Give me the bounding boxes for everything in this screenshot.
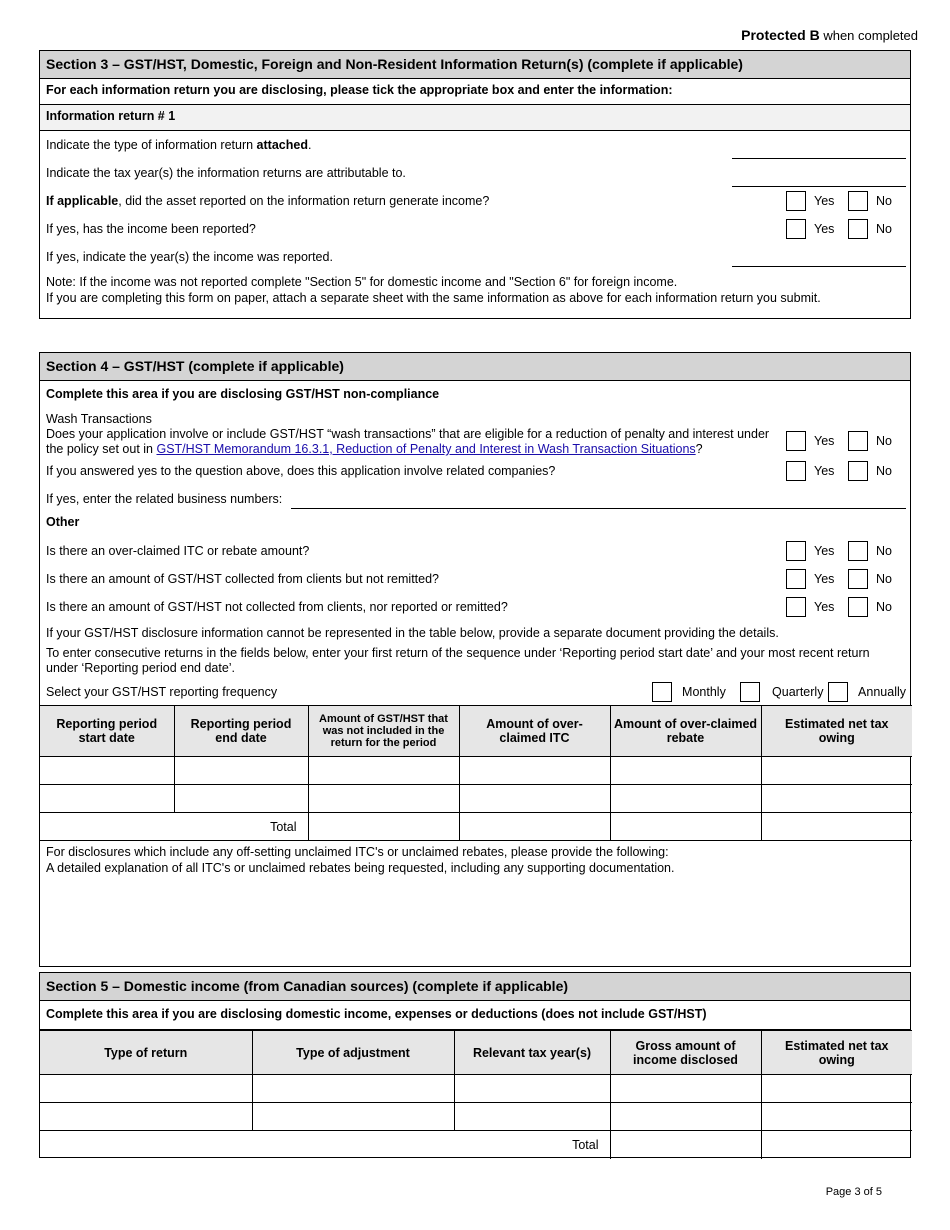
tax-year-cell[interactable]: [454, 1075, 610, 1103]
section-3-note: Note: If the income was not reported complete "Section 5" for domestic income and "Section 6" for foreign income. If you are completing this form on paper, attach a separate sheet with the same information as above for each information return you submit.: [46, 275, 821, 305]
type-of-adjustment-cell[interactable]: [252, 1075, 454, 1103]
gross-income-cell[interactable]: [610, 1075, 761, 1103]
over-claimed-itc-options: Yes No: [786, 541, 896, 561]
row-return-type: [40, 131, 910, 159]
wash-no-checkbox[interactable]: [848, 431, 868, 451]
generate-income-options: Yes No: [786, 191, 896, 211]
end-date-cell[interactable]: [174, 757, 308, 785]
page-number: Page 3 of 5: [825, 1186, 882, 1198]
wash-title: Wash Transactions: [46, 412, 152, 426]
row-tax-year: [40, 159, 910, 187]
collected-options: Yes No: [786, 569, 896, 589]
col-end-date: Reporting period end date: [174, 706, 308, 757]
section-5-instruction: Complete this area if you are disclosing domestic income, expenses or deductions (does not include GST/HST): [40, 1001, 910, 1030]
itc-cell[interactable]: [459, 757, 610, 785]
total-net-tax-cell[interactable]: [761, 813, 912, 841]
row-reporting-frequency: [40, 679, 910, 705]
frequency-label: Select your GST/HST reporting frequency: [46, 685, 278, 699]
start-date-cell[interactable]: [40, 785, 174, 813]
income-reported-options: Yes No: [786, 219, 896, 239]
table-row: [40, 757, 912, 785]
section-4-title: Section 4 – GST/HST (complete if applicable): [40, 353, 910, 381]
domestic-income-table: [40, 1030, 912, 1159]
col-net-tax-owing: Estimated net tax owing: [761, 706, 912, 757]
amount-cell[interactable]: [308, 785, 459, 813]
monthly-checkbox[interactable]: [652, 682, 672, 702]
return-type-label: Indicate the type of information return attached.: [46, 138, 312, 152]
table-row: [40, 1103, 912, 1131]
type-of-adjustment-cell[interactable]: [252, 1103, 454, 1131]
col-gross-income: Gross amount of income disclosed: [610, 1031, 761, 1075]
table-row: [40, 785, 912, 813]
wash-memorandum-link[interactable]: GST/HST Memorandum 16.3.1, Reduction of Penalty and Interest in Wash Transaction Situations: [156, 442, 696, 456]
protected-label: Protected B when completed: [741, 27, 918, 43]
offset-explanation-area[interactable]: For disclosures which include any off-setting unclaimed ITC's or unclaimed rebates, please provide the following: A detailed explanation of all ITC's or unclaimed rebates being requested, including any supporting documentation.: [46, 845, 675, 875]
col-start-date: Reporting period start date: [40, 706, 174, 757]
wash-transactions: Wash Transactions Does your application involve or include GST/HST “wash transactions” that are eligible for a reduction of penalty and interest under the policy set out in GST/HST Memorandum 16.3.1, Reduction of Penalty and Interest in Wash Transaction Situations? Yes No: [40, 407, 910, 457]
tax-year-label: Indicate the tax year(s) the information returns are attributable to.: [46, 166, 406, 180]
collected-yes-checkbox[interactable]: [786, 569, 806, 589]
business-numbers-label: If yes, enter the related business numbers:: [46, 492, 283, 506]
related-yes-checkbox[interactable]: [786, 461, 806, 481]
income-reported-yes-checkbox[interactable]: [786, 219, 806, 239]
income-reported-label: If yes, has the income been reported?: [46, 222, 256, 236]
wash-options: Yes No: [786, 431, 896, 451]
row-income-reported: [40, 215, 910, 243]
rebate-cell[interactable]: [610, 785, 761, 813]
tax-year-input[interactable]: [732, 159, 906, 187]
generate-income-label: If applicable, did the asset reported on the information return generate income?: [46, 194, 490, 208]
row-related-companies: [40, 457, 910, 485]
row-collected-not-remitted: [40, 565, 910, 593]
not-collected-yes-checkbox[interactable]: [786, 597, 806, 617]
collected-no-checkbox[interactable]: [848, 569, 868, 589]
itc-cell[interactable]: [459, 785, 610, 813]
frequency-options: Monthly Quarterly Annually: [652, 682, 906, 702]
total-amount-cell[interactable]: [308, 813, 459, 841]
total-row: [40, 813, 912, 841]
gst-hst-table: [40, 705, 912, 841]
collected-not-remitted-label: Is there an amount of GST/HST collected from clients but not remitted?: [46, 572, 440, 586]
gross-income-cell[interactable]: [610, 1103, 761, 1131]
business-numbers-input[interactable]: [291, 485, 906, 509]
table-note: If your GST/HST disclosure information cannot be represented in the table below, provide a separate document providing the details.: [46, 626, 779, 640]
itc-yes-checkbox[interactable]: [786, 541, 806, 561]
itc-no-checkbox[interactable]: [848, 541, 868, 561]
return-type-input[interactable]: [732, 131, 906, 159]
other-heading: Other: [46, 515, 80, 529]
total-label: Total: [40, 813, 308, 841]
end-date-cell[interactable]: [174, 785, 308, 813]
generate-income-yes-checkbox[interactable]: [786, 191, 806, 211]
income-reported-no-checkbox[interactable]: [848, 219, 868, 239]
col-type-of-adjustment: Type of adjustment: [252, 1031, 454, 1075]
col-amount-not-included: Amount of GST/HST that was not included in the return for the period: [308, 706, 459, 757]
over-claimed-itc-label: Is there an over-claimed ITC or rebate amount?: [46, 544, 310, 558]
total-label: Total: [40, 1131, 610, 1159]
row-year-reported: [40, 243, 910, 271]
type-of-return-cell[interactable]: [40, 1075, 252, 1103]
consecutive-note: To enter consecutive returns in the fields below, enter your first return of the sequence under ‘Reporting period start date’ and your most recent return under ‘Reporting period end date’.: [46, 646, 870, 675]
col-over-claimed-rebate: Amount of over-claimed rebate: [610, 706, 761, 757]
info-return-label: Information return # 1: [40, 105, 910, 131]
tax-year-cell[interactable]: [454, 1103, 610, 1131]
wash-yes-checkbox[interactable]: [786, 431, 806, 451]
related-no-checkbox[interactable]: [848, 461, 868, 481]
total-itc-cell[interactable]: [459, 813, 610, 841]
net-tax-cell[interactable]: [761, 785, 912, 813]
year-reported-label: If yes, indicate the year(s) the income was reported.: [46, 250, 333, 264]
not-collected-options: Yes No: [786, 597, 896, 617]
net-tax-cell[interactable]: [761, 1103, 912, 1131]
col-relevant-tax-year: Relevant tax year(s): [454, 1031, 610, 1075]
section-5-title: Section 5 – Domestic income (from Canadian sources) (complete if applicable): [40, 973, 910, 1001]
row-over-claimed-itc: [40, 537, 910, 565]
total-rebate-cell[interactable]: [610, 813, 761, 841]
generate-income-no-checkbox[interactable]: [848, 191, 868, 211]
start-date-cell[interactable]: [40, 757, 174, 785]
section-3: [39, 50, 911, 319]
not-collected-label: Is there an amount of GST/HST not collected from clients, nor reported or remitted?: [46, 600, 508, 614]
type-of-return-cell[interactable]: [40, 1103, 252, 1131]
row-generate-income: [40, 187, 910, 215]
related-companies-options: Yes No: [786, 461, 896, 481]
wash-question: Does your application involve or include GST/HST “wash transactions” that are eligible for a reduction of penalty and interest under: [46, 427, 770, 441]
net-tax-cell[interactable]: [761, 1075, 912, 1103]
total-net-tax-cell[interactable]: [761, 1131, 912, 1159]
amount-cell[interactable]: [308, 757, 459, 785]
col-net-tax-owing: Estimated net tax owing: [761, 1031, 912, 1075]
section-4: [39, 352, 911, 967]
related-companies-label: If you answered yes to the question above, does this application involve related companies?: [46, 464, 556, 478]
net-tax-cell[interactable]: [761, 757, 912, 785]
not-collected-no-checkbox[interactable]: [848, 597, 868, 617]
rebate-cell[interactable]: [610, 757, 761, 785]
total-gross-income-cell[interactable]: [610, 1131, 761, 1159]
total-row: [40, 1131, 912, 1159]
col-over-claimed-itc: Amount of over-claimed ITC: [459, 706, 610, 757]
section-4-instruction: Complete this area if you are disclosing GST/HST non-compliance: [46, 387, 440, 401]
quarterly-checkbox[interactable]: [740, 682, 760, 702]
year-reported-input[interactable]: [732, 243, 906, 267]
col-type-of-return: Type of return: [40, 1031, 252, 1075]
row-business-numbers: [40, 485, 910, 513]
annually-checkbox[interactable]: [828, 682, 848, 702]
section-3-title: Section 3 – GST/HST, Domestic, Foreign and Non-Resident Information Return(s) (complete if applicable): [40, 51, 910, 79]
section-3-instruction: For each information return you are disclosing, please tick the appropriate box and enter the information:: [40, 79, 910, 105]
section-5: [39, 972, 911, 1158]
table-row: [40, 1075, 912, 1103]
row-not-collected: [40, 593, 910, 621]
